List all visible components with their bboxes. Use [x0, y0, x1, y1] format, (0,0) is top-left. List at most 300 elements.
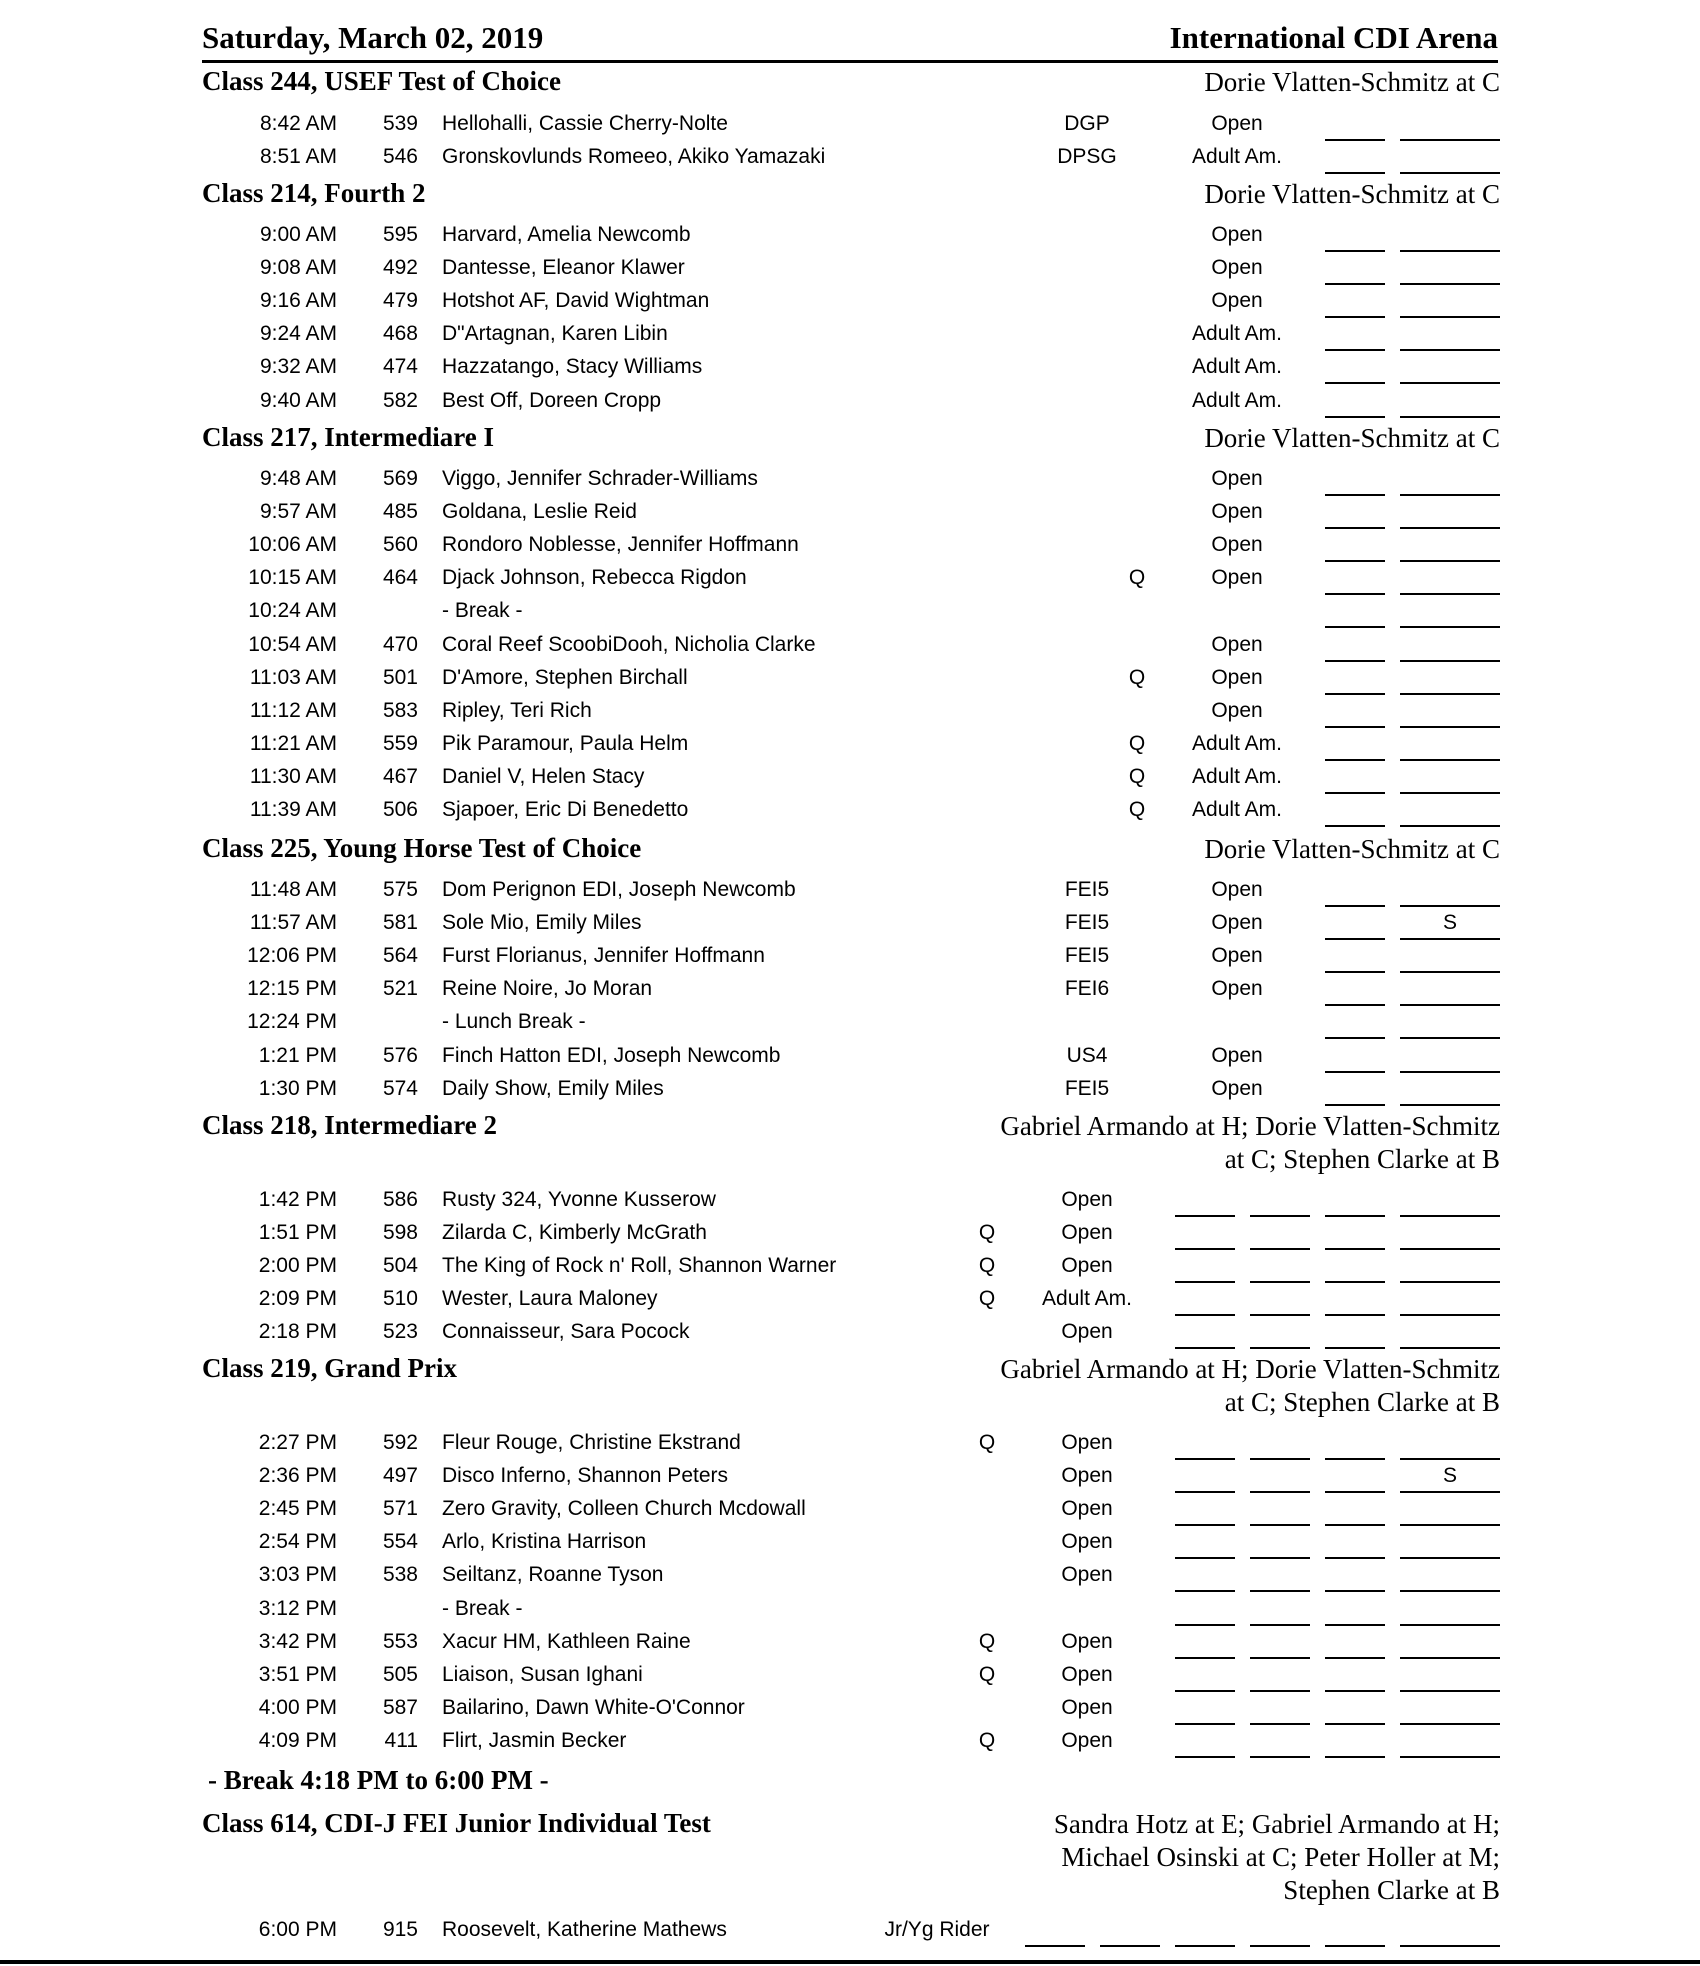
entry-division: Adult Am. — [1192, 322, 1282, 346]
judge-line: Michael Osinski at C; Peter Holler at M; — [1061, 1842, 1500, 1872]
entry-number: 504 — [382, 1254, 418, 1278]
entry-time: 2:27 PM — [258, 1431, 337, 1454]
score-blank — [1400, 1945, 1500, 1947]
score-blank — [1400, 759, 1500, 761]
entry-horse-rider: Zilarda C, Kimberly McGrath — [442, 1221, 707, 1245]
score-blank — [1175, 1215, 1235, 1217]
entry-time: 12:15 PM — [247, 977, 337, 1001]
judge-line: Dorie Vlatten-Schmitz at C — [1204, 179, 1500, 209]
score-blank — [1325, 172, 1385, 174]
entry-number: 505 — [382, 1662, 418, 1686]
entry-number: 560 — [382, 533, 418, 557]
entry-horse-rider: Finch Hatton EDI, Joseph Newcomb — [442, 1043, 781, 1067]
entry-time: 9:00 AM — [259, 223, 337, 246]
entry-division: Open — [1061, 1188, 1113, 1211]
entry-division: Open — [1211, 467, 1263, 490]
entry-horse-rider: Daily Show, Emily Miles — [442, 1076, 664, 1100]
entry-horse-rider: Dom Perignon EDI, Joseph Newcomb — [442, 878, 796, 901]
score-blank — [1400, 1347, 1500, 1349]
entry-time: 11:03 AM — [249, 665, 337, 689]
judge-line: Gabriel Armando at H; Dorie Vlatten-Schmitz — [1000, 1111, 1500, 1141]
entry-time: 9:16 AM — [259, 289, 337, 313]
score-blank — [1250, 1557, 1310, 1559]
qualifier-mark: Q — [1128, 731, 1146, 755]
entry-test: DGP — [1064, 112, 1110, 135]
entry-test: FEI5 — [1064, 911, 1110, 935]
score-blank — [1325, 1557, 1385, 1559]
entry-horse-rider: Rondoro Noblesse, Jennifer Hoffmann — [442, 533, 799, 557]
score-blank — [1325, 560, 1385, 562]
score-blank — [1325, 1524, 1385, 1526]
entry-number: 467 — [382, 764, 418, 788]
score-blank — [1400, 1071, 1500, 1073]
score-blank — [1175, 1657, 1235, 1659]
entry-time: 8:51 AM — [259, 145, 337, 169]
entry-time: 11:21 AM — [249, 731, 337, 755]
break-label: - Break - — [442, 1596, 523, 1620]
score-blank — [1250, 1458, 1310, 1460]
entry-time: 10:06 AM — [248, 533, 337, 557]
score-blank — [1400, 1657, 1500, 1659]
entry-horse-rider: Ripley, Teri Rich — [442, 698, 592, 722]
score-blank — [1175, 1624, 1235, 1626]
entry-division: Open — [1061, 1563, 1113, 1587]
score-blank — [1175, 1314, 1235, 1316]
score-blank — [1175, 1458, 1235, 1460]
entry-division: Adult Am. — [1192, 798, 1282, 821]
entry-test: FEI5 — [1064, 878, 1110, 901]
score-blank — [1250, 1314, 1310, 1316]
entry-division: Open — [1211, 566, 1263, 590]
entry-division: Open — [1211, 944, 1263, 968]
qualifier-mark: Q — [1128, 764, 1146, 788]
entry-horse-rider: Xacur HM, Kathleen Raine — [442, 1629, 691, 1653]
score-blank — [1325, 1104, 1385, 1106]
entry-division: Adult Am. — [1042, 1287, 1132, 1311]
score-blank — [1400, 1624, 1500, 1626]
entry-number: 411 — [384, 1728, 418, 1752]
score-blank — [1400, 494, 1500, 496]
judge-line: Stephen Clarke at B — [1283, 1875, 1500, 1905]
entry-horse-rider: Pik Paramour, Paula Helm — [442, 731, 689, 755]
entry-division: Open — [1211, 1043, 1263, 1067]
entry-division: Adult Am. — [1192, 145, 1282, 169]
schedule-date: Saturday, March 02, 2019 — [202, 20, 544, 55]
score-blank — [1400, 1037, 1500, 1039]
entry-division: Open — [1061, 1662, 1113, 1686]
entry-horse-rider: Furst Florianus, Jennifer Hoffmann — [442, 944, 765, 968]
entry-horse-rider: Wester, Laura Maloney — [442, 1287, 658, 1311]
qualifier-mark: Q — [1128, 566, 1146, 590]
score-blank — [1400, 349, 1500, 351]
score-blank — [1325, 726, 1385, 728]
entry-test: FEI6 — [1064, 977, 1110, 1001]
score-blank — [1250, 1590, 1310, 1592]
entry-number: 595 — [382, 223, 418, 246]
score-blank — [1250, 1624, 1310, 1626]
entry-division: Open — [1211, 977, 1263, 1001]
entry-number: 510 — [382, 1287, 418, 1311]
entry-time: 2:00 PM — [258, 1254, 337, 1278]
score-blank — [1325, 1071, 1385, 1073]
class-title: Class 214, Fourth 2 — [202, 178, 426, 208]
entry-horse-rider: Flirt, Jasmin Becker — [442, 1728, 627, 1752]
break-label: - Break - — [442, 599, 523, 623]
score-blank — [1325, 494, 1385, 496]
qualifier-mark: Q — [978, 1629, 996, 1653]
qualifier-mark: Q — [1128, 665, 1146, 689]
score-blank — [1175, 1690, 1235, 1692]
entry-time: 3:03 PM — [258, 1563, 337, 1587]
score-blank — [1325, 1004, 1385, 1006]
qualifier-mark: Q — [978, 1254, 996, 1278]
score-blank — [1400, 825, 1500, 827]
header-rule — [202, 60, 1498, 63]
score-blank — [1400, 626, 1500, 628]
judge-line: Dorie Vlatten-Schmitz at C — [1204, 834, 1500, 864]
score-blank — [1025, 1945, 1085, 1947]
entry-division: Open — [1211, 112, 1263, 135]
score-blank — [1400, 593, 1500, 595]
score-blank — [1400, 1491, 1500, 1493]
entry-time: 1:51 PM — [258, 1221, 337, 1245]
entry-division: Open — [1211, 289, 1263, 313]
entry-time: 9:32 AM — [259, 355, 337, 379]
score-blank — [1400, 1524, 1500, 1526]
entry-division: Adult Am. — [1192, 355, 1282, 379]
entry-horse-rider: Dantesse, Eleanor Klawer — [442, 256, 685, 280]
score-blank — [1400, 1004, 1500, 1006]
score-blank — [1400, 905, 1500, 907]
entry-horse-rider: Roosevelt, Katherine Mathews — [442, 1918, 727, 1941]
entry-division: Open — [1211, 1076, 1263, 1100]
entry-horse-rider: Harvard, Amelia Newcomb — [442, 223, 691, 246]
score-blank — [1400, 382, 1500, 384]
class-title: Class 614, CDI-J FEI Junior Individual Test — [202, 1808, 711, 1838]
entry-number: 546 — [382, 145, 418, 169]
entry-time: 10:24 AM — [248, 599, 337, 623]
entry-number: 582 — [382, 388, 418, 412]
score-blank — [1325, 1281, 1385, 1283]
entry-time: 3:51 PM — [258, 1662, 337, 1686]
score-blank — [1400, 416, 1500, 418]
score-blank — [1175, 1524, 1235, 1526]
score-blank — [1400, 1215, 1500, 1217]
entry-time: 9:08 AM — [259, 256, 337, 280]
class-title: Class 217, Intermediare I — [202, 422, 494, 452]
score-blank — [1325, 1945, 1385, 1947]
score-blank — [1400, 527, 1500, 529]
entry-time: 2:36 PM — [258, 1464, 337, 1488]
entry-number: 581 — [382, 911, 418, 935]
entry-number: 521 — [382, 977, 418, 1001]
score-blank — [1400, 726, 1500, 728]
entry-time: 3:42 PM — [258, 1629, 337, 1653]
entry-number: 575 — [382, 878, 418, 901]
entry-time: 9:57 AM — [259, 500, 337, 524]
entry-time: 2:45 PM — [258, 1497, 337, 1521]
entry-number: 506 — [382, 798, 418, 821]
entry-division: Open — [1211, 632, 1263, 656]
entry-horse-rider: Sole Mio, Emily Miles — [442, 911, 642, 935]
entry-number: 479 — [382, 289, 418, 313]
class-title: Class 244, USEF Test of Choice — [202, 66, 562, 96]
entry-number: 592 — [382, 1431, 418, 1454]
score-blank — [1250, 1248, 1310, 1250]
entry-number: 470 — [382, 632, 418, 656]
score-blank — [1400, 938, 1500, 940]
entry-division: Open — [1211, 533, 1263, 557]
judge-line: Dorie Vlatten-Schmitz at C — [1204, 67, 1500, 97]
entry-division: Adult Am. — [1192, 764, 1282, 788]
score-blank — [1175, 1590, 1235, 1592]
score-blank — [1325, 283, 1385, 285]
score-blank — [1400, 1756, 1500, 1758]
entry-time: 4:00 PM — [258, 1695, 337, 1719]
score-blank — [1250, 1215, 1310, 1217]
entry-horse-rider: Hotshot AF, David Wightman — [442, 289, 710, 313]
qualifier-mark: Q — [978, 1221, 996, 1245]
entry-division: Open — [1211, 223, 1263, 246]
entry-time: 9:24 AM — [259, 322, 337, 346]
score-blank — [1325, 660, 1385, 662]
entry-number: 587 — [382, 1695, 418, 1719]
entry-division: Open — [1211, 911, 1263, 935]
entry-number: 915 — [382, 1918, 418, 1941]
score-blank — [1250, 1690, 1310, 1692]
entry-time: 10:54 AM — [248, 632, 337, 656]
entry-number: 497 — [382, 1464, 418, 1488]
score-blank — [1325, 792, 1385, 794]
entry-horse-rider: Zero Gravity, Colleen Church Mcdowall — [442, 1497, 806, 1521]
entry-time: 4:09 PM — [258, 1728, 337, 1752]
score-blank — [1325, 905, 1385, 907]
entry-time: 1:42 PM — [258, 1188, 337, 1211]
entry-division: Open — [1061, 1464, 1113, 1488]
entry-number: 564 — [382, 944, 418, 968]
entry-division: Open — [1211, 665, 1263, 689]
qualifier-mark: Q — [978, 1728, 996, 1752]
score-blank — [1250, 1524, 1310, 1526]
score-blank — [1325, 1248, 1385, 1250]
entry-horse-rider: D"Artagnan, Karen Libin — [442, 322, 668, 346]
entry-division: Open — [1061, 1221, 1113, 1245]
entry-division: Open — [1061, 1497, 1113, 1521]
score-blank — [1400, 560, 1500, 562]
score-blank — [1175, 1491, 1235, 1493]
entry-time: 2:18 PM — [258, 1320, 337, 1344]
entry-time: 3:12 PM — [258, 1596, 337, 1620]
entry-horse-rider: Rusty 324, Yvonne Kusserow — [442, 1188, 716, 1211]
score-blank — [1250, 1491, 1310, 1493]
entry-time: 6:00 PM — [258, 1918, 337, 1941]
entry-division: Open — [1211, 500, 1263, 524]
judge-line: Dorie Vlatten-Schmitz at C — [1204, 423, 1500, 453]
score-blank — [1250, 1945, 1310, 1947]
entry-division: Open — [1211, 698, 1263, 722]
score-blank — [1325, 593, 1385, 595]
entry-division: Open — [1211, 256, 1263, 280]
score-blank — [1400, 172, 1500, 174]
score-blank — [1100, 1945, 1160, 1947]
score-blank — [1400, 1590, 1500, 1592]
entry-number: 539 — [382, 112, 418, 135]
score-blank — [1400, 693, 1500, 695]
score-blank — [1400, 283, 1500, 285]
entry-number: 464 — [382, 566, 418, 590]
score-blank — [1175, 1281, 1235, 1283]
score-blank — [1325, 382, 1385, 384]
score-blank — [1325, 626, 1385, 628]
score-blank — [1175, 1756, 1235, 1758]
score-blank — [1325, 971, 1385, 973]
score-blank — [1175, 1723, 1235, 1725]
entry-number: 501 — [382, 665, 418, 689]
class-title: Class 225, Young Horse Test of Choice — [202, 833, 642, 863]
score-blank — [1250, 1281, 1310, 1283]
entry-time: 12:24 PM — [247, 1010, 337, 1034]
entry-division: Jr/Yg Rider — [884, 1918, 990, 1941]
qualifier-mark: Q — [978, 1431, 996, 1454]
entry-time: 10:15 AM — [248, 566, 337, 590]
score-blank — [1325, 693, 1385, 695]
entry-horse-rider: D'Amore, Stephen Birchall — [442, 665, 688, 689]
judge-line: Gabriel Armando at H; Dorie Vlatten-Schmitz — [1000, 1354, 1500, 1384]
entry-division: Open — [1211, 878, 1263, 901]
entry-number: 586 — [382, 1188, 418, 1211]
score-blank — [1325, 316, 1385, 318]
entry-number: 598 — [382, 1221, 418, 1245]
entry-time: 9:40 AM — [259, 388, 337, 412]
score-blank — [1400, 792, 1500, 794]
entry-division: Adult Am. — [1192, 731, 1282, 755]
score-blank — [1400, 139, 1500, 141]
judge-line: at C; Stephen Clarke at B — [1224, 1144, 1500, 1174]
entry-time: 11:57 AM — [249, 911, 337, 935]
score-blank — [1325, 1314, 1385, 1316]
score-blank — [1325, 1215, 1385, 1217]
entry-number: 485 — [382, 500, 418, 524]
entry-number: 554 — [382, 1530, 418, 1554]
score-blank — [1325, 1723, 1385, 1725]
score-blank — [1400, 1557, 1500, 1559]
score-mark: S — [1442, 1464, 1457, 1488]
entry-horse-rider: Liaison, Susan Ighani — [442, 1662, 643, 1686]
score-blank — [1325, 938, 1385, 940]
entry-division: Open — [1061, 1530, 1113, 1554]
entry-time: 8:42 AM — [259, 112, 337, 135]
score-blank — [1325, 1491, 1385, 1493]
score-blank — [1325, 1756, 1385, 1758]
entry-time: 2:09 PM — [258, 1287, 337, 1311]
entry-number: 569 — [382, 467, 418, 490]
entry-number: 583 — [382, 698, 418, 722]
score-blank — [1175, 1557, 1235, 1559]
score-blank — [1250, 1347, 1310, 1349]
score-blank — [1400, 1690, 1500, 1692]
score-blank — [1325, 250, 1385, 252]
entry-number: 571 — [382, 1497, 418, 1521]
entry-horse-rider: Fleur Rouge, Christine Ekstrand — [442, 1431, 741, 1454]
score-blank — [1325, 1690, 1385, 1692]
entry-test: DPSG — [1057, 145, 1117, 169]
entry-number: 576 — [382, 1043, 418, 1067]
score-blank — [1400, 1314, 1500, 1316]
entry-horse-rider: Connaisseur, Sara Pocock — [442, 1320, 690, 1344]
class-title: Class 218, Intermediare 2 — [202, 1110, 497, 1140]
entry-horse-rider: Daniel V, Helen Stacy — [442, 764, 645, 788]
entry-horse-rider: Arlo, Kristina Harrison — [442, 1530, 647, 1554]
entry-horse-rider: Hazzatango, Stacy Williams — [442, 355, 703, 379]
entry-horse-rider: The King of Rock n' Roll, Shannon Warner — [442, 1254, 837, 1278]
entry-division: Open — [1061, 1629, 1113, 1653]
score-blank — [1400, 1458, 1500, 1460]
entry-time: 11:30 AM — [249, 764, 337, 788]
break-label: - Lunch Break - — [442, 1010, 586, 1034]
entry-number: 468 — [382, 322, 418, 346]
score-blank — [1250, 1756, 1310, 1758]
entry-time: 1:30 PM — [258, 1076, 337, 1100]
entry-horse-rider: Bailarino, Dawn White-O'Connor — [442, 1695, 745, 1719]
entry-division: Open — [1061, 1431, 1113, 1454]
entry-division: Open — [1061, 1695, 1113, 1719]
score-blank — [1400, 1248, 1500, 1250]
qualifier-mark: Q — [978, 1662, 996, 1686]
entry-horse-rider: Viggo, Jennifer Schrader-Williams — [442, 467, 758, 490]
entry-horse-rider: Gronskovlunds Romeeo, Akiko Yamazaki — [442, 145, 826, 169]
entry-test: FEI5 — [1064, 1076, 1110, 1100]
score-blank — [1325, 1037, 1385, 1039]
qualifier-mark: Q — [978, 1287, 996, 1311]
entry-test: US4 — [1066, 1043, 1108, 1067]
score-blank — [1325, 825, 1385, 827]
entry-time: 12:06 PM — [247, 944, 337, 968]
score-blank — [1325, 1590, 1385, 1592]
entry-division: Open — [1061, 1320, 1113, 1344]
entry-number: 559 — [382, 731, 418, 755]
score-blank — [1400, 250, 1500, 252]
score-mark: S — [1442, 911, 1457, 935]
score-blank — [1400, 660, 1500, 662]
score-blank — [1400, 971, 1500, 973]
long-break-label: - Break 4:18 PM to 6:00 PM - — [208, 1765, 549, 1795]
entry-number: 574 — [382, 1076, 418, 1100]
judge-line: Sandra Hotz at E; Gabriel Armando at H; — [1053, 1809, 1500, 1839]
entry-horse-rider: Djack Johnson, Rebecca Rigdon — [442, 566, 747, 590]
entry-time: 1:21 PM — [258, 1043, 337, 1067]
entry-horse-rider: Coral Reef ScoobiDooh, Nicholia Clarke — [442, 632, 816, 656]
entry-time: 2:54 PM — [258, 1530, 337, 1554]
score-blank — [1325, 1458, 1385, 1460]
score-blank — [1250, 1657, 1310, 1659]
entry-number: 474 — [382, 355, 418, 379]
score-blank — [1175, 1945, 1235, 1947]
score-blank — [1325, 1624, 1385, 1626]
entry-number: 492 — [382, 256, 418, 280]
qualifier-mark: Q — [1128, 798, 1146, 821]
judge-line: at C; Stephen Clarke at B — [1224, 1387, 1500, 1417]
entry-horse-rider: Sjapoer, Eric Di Benedetto — [442, 798, 689, 821]
score-blank — [1325, 527, 1385, 529]
entry-time: 11:39 AM — [249, 798, 337, 821]
entry-horse-rider: Best Off, Doreen Cropp — [442, 388, 662, 412]
entry-division: Open — [1061, 1254, 1113, 1278]
entry-division: Open — [1061, 1728, 1113, 1752]
score-blank — [1325, 349, 1385, 351]
entry-time: 11:48 AM — [249, 878, 337, 901]
score-blank — [1325, 139, 1385, 141]
score-blank — [1325, 759, 1385, 761]
